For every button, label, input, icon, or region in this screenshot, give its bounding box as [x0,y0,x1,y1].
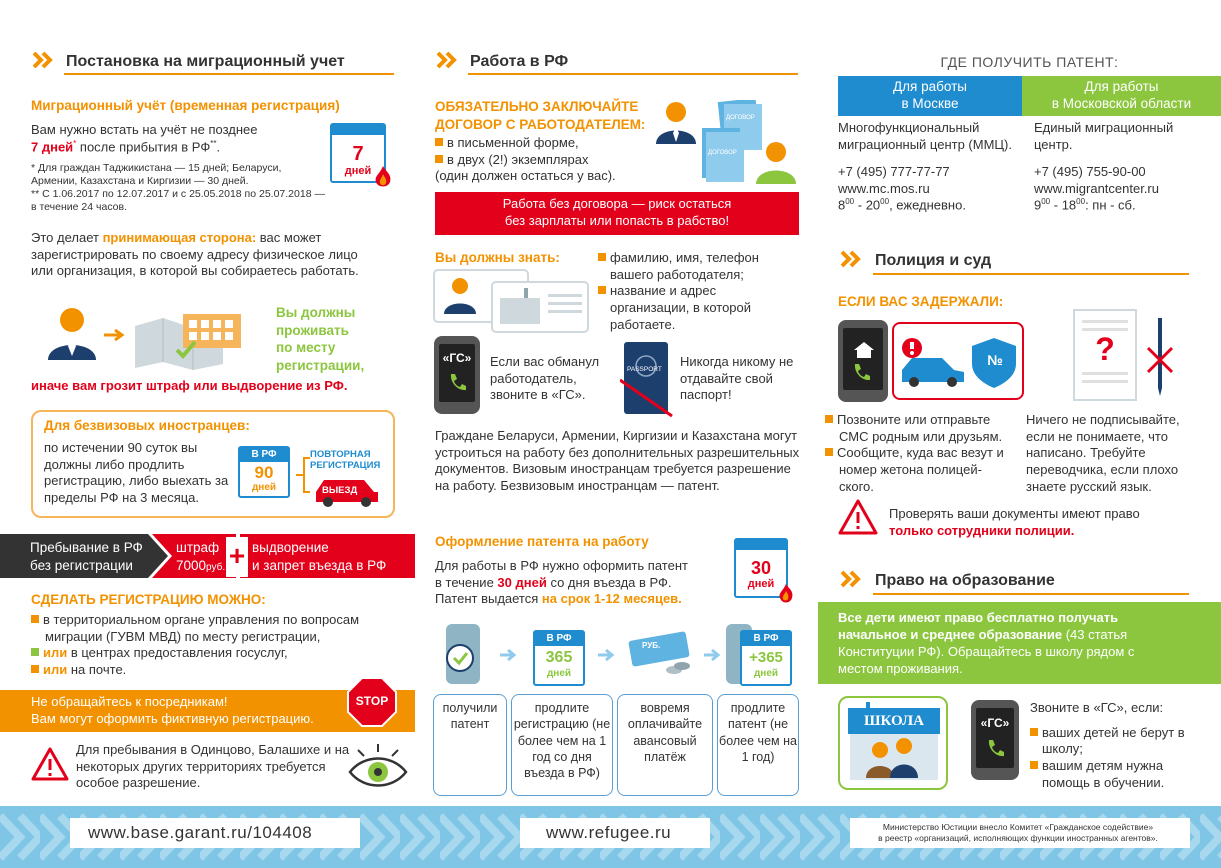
id-card-icon [432,268,592,336]
patent-title: Оформление патента на работу [435,534,649,549]
section-title-registration: Постановка на миграционный учет [66,53,345,70]
calendar-365-days-icon: В РФ 365 дней [533,630,585,686]
registration-places: в территориальном органе управления по вопросам миграции (ГУВМ МВД) по месту регистрации, или в центрах предоставления госуслуг, или на почте. [31,612,401,679]
tab-moscow-region: Для работы в Московской области [1022,76,1221,116]
calendar-plus-365-icon: В РФ +365 дней [740,630,792,686]
document-question-icon [1072,308,1176,404]
footnotes: * Для граждан Таджикистана — 15 дней; Беларуси, Армении, Казахстана и Киргизии — 30 дней. ** С 1.06.2017 по 12.07.2017 и с 25.05.2018 по 25.07.2018 — в течение 24 часов. [31,162,325,214]
fire-icon [372,164,394,190]
education-text: Все дети имеют право бесплатно получать начальное и среднее образование (43 статья Конституции РФ). Обращайтесь в школу рядом с местом проживания. [838,610,1135,676]
police-advice: Позвоните или отправьте СМС родным или друзьям. Сообщите, куда вас везут и номер жетона полицей-ского. [825,412,1015,495]
eye-icon [346,740,410,802]
refugee-link[interactable]: www.refugee.ru [546,823,672,842]
fine-amount: штраф 7000руб. [176,540,226,573]
plus-icon: + [226,537,248,577]
re-registration-label: ПОВТОРНАЯ РЕГИСТРАЦИЯ [310,449,381,472]
section-title-police: Полиция и суд [875,252,992,269]
section-title-work: Работа в РФ [470,53,569,70]
divider [873,593,1189,595]
passport-warning: Никогда никому не отдавайте свой паспорт! [680,354,794,403]
arrow-right-icon [704,648,722,662]
stay-without-registration: Пребывание в РФ без регистрации [30,540,143,573]
calendar-90-days-icon: В РФ 90 дней [238,446,290,498]
calendar-7-days-icon: 7 дней [330,123,386,183]
section-title-education: Право на образование [875,572,1055,589]
money-icon [622,626,698,682]
must-know-title: Вы должны знать: [435,250,560,265]
exit-label: ВЫЕЗД [322,485,358,496]
chevron-icon [840,570,864,588]
warning-icon [31,746,69,782]
svg-text:?: ? [1095,331,1115,367]
special-permit-text: Для пребывания в Одинцово, Балашихе и на некоторых других территориях требуется особое разрешение. [76,742,350,791]
map-building-icon [133,306,263,370]
moscow-center: Многофункциональный миграционный центр (ММЦ). +7 (495) 777-77-77 www.mc.mos.ru $8^{00} - 20^{00}$, ежедневно. [838,120,1012,213]
divider [468,73,798,75]
deportation-text: выдворение и запрет въезда в РФ [252,540,387,573]
contract-title: ОБЯЗАТЕЛЬНО ЗАКЛЮЧАЙТЕ ДОГОВОР С РАБОТОДАТЕЛЕМ: [435,99,646,132]
step-box: продлите патент (не более чем на 1 год) [717,694,799,796]
cheated-text: Если вас обманул работодатель, звоните в «ГС». [490,354,600,403]
divider [64,73,394,75]
tab-moscow: Для работы в Москве [838,76,1022,116]
stop-label: STOP [355,694,389,708]
person-icon [44,306,100,360]
divider [873,273,1189,275]
rub-label: РУБ. [642,641,661,650]
step-box: вовремя оплачивайте авансовый платёж [617,694,713,796]
chevron-icon [840,250,864,268]
call-gs-text: Звоните в «ГС», если: ваших детей не берут в школу; вашим детям нужна помощь в обучении. [1030,700,1185,790]
subheading: Миграционный учёт (временная регистрация) [31,98,340,113]
arrow-right-icon [598,648,616,662]
live-at-registration: Вы должны проживать по месту регистрации, [276,305,365,373]
document-label: ДОГОВОР [726,115,755,121]
patent-roll-icon [440,620,486,688]
calendar-30-days-icon: 30 дней [734,538,788,598]
chevron-icon [436,51,460,69]
passport-label: PASSPORT [627,366,662,373]
eaeu-text: Граждане Беларуси, Армении, Киргизии и Казахстана могут устроиться на работу без дополнительных разрешительных документов. Визовым иностранцам требуется разрешение на работу. Безвизовым иностранцам — патент. [435,428,800,493]
step-box: получили патент [433,694,507,796]
arrow-right-icon [104,328,126,342]
contract-people-icon [654,100,800,184]
warning-icon [838,498,878,536]
step-box: продлите регистрацию (не более чем на 1 год со дня въезда в РФ) [511,694,613,796]
must-know-list: фамилию, имя, телефон вашего работодателя; название и адрес организации, в которой работаете. [598,250,798,333]
handset-icon [448,372,466,392]
docs-check-text: Проверять ваши документы имеют право только сотрудники полиции. [889,506,1140,538]
fine-warning: иначе вам грозит штраф или выдворение из РФ. [31,378,348,393]
passport-icon [620,340,674,418]
school-label: ШКОЛА [864,713,924,729]
do-not-sign: Ничего не подписывайте, если не понимаете, что написано. Требуйте переводчика, если плохо знаете русский язык. [1026,412,1180,494]
document-label-2: ДОГОВОР [708,150,737,156]
gs-badge: «ГС» [980,716,1010,730]
detained-title: ЕСЛИ ВАС ЗАДЕРЖАЛИ: [838,294,1004,309]
can-register-title: СДЕЛАТЬ РЕГИСТРАЦИЮ МОЖНО: [31,592,266,607]
patent-text: Для работы в РФ нужно оформить патент в течение 30 дней со дня въезда в РФ. Патент выдается на срок 1-12 месяцев. [435,558,688,607]
garant-link[interactable]: www.base.garant.ru/104408 [88,823,313,842]
fire-icon [776,582,796,606]
chevron-icon [32,51,56,69]
visa-free-title: Для безвизовых иностранцев: [44,418,250,433]
where-patent-title: ГДЕ ПОЛУЧИТЬ ПАТЕНТ: [940,54,1119,70]
registration-deadline: Вам нужно встать на учёт не позднее 7 дней* после прибытия в РФ**. [31,122,258,154]
handset-icon [986,738,1004,758]
badge-number: № [987,352,1003,368]
contract-requirements: в письменной форме, в двух (2!) экземплярах (один должен остаться у вас). [435,135,616,184]
host-party-text: Это делает принимающая сторона: вас может зарегистрировать по своему адресу физическое лицо или организация, в которой вы собираетесь работать. [31,230,359,279]
risk-banner: Работа без договора — риск остаться без зарплаты или попасть в рабство! [435,192,799,235]
foreign-agent-note: Министерство Юстиции внесло Комитет «Гражданское содействие» в реестр «организаций, исполняющих функции иностранных агентов». [878,822,1158,844]
gs-badge: «ГС» [442,351,472,365]
visa-free-text: по истечении 90 суток вы должны либо продлить регистрацию, либо выехать за пределы РФ на 3 месяца. [44,440,229,505]
region-center: Единый миграционный центр. +7 (495) 755-90-00 www.migrantcenter.ru $9^{00} - 18^{00}$: пн - сб. [1034,120,1174,213]
arrow-right-icon [500,648,518,662]
intermediary-text: Не обращайтесь к посредникам! Вам могут оформить фиктивную регистрацию. [31,694,314,726]
home-call-icon [852,340,876,380]
